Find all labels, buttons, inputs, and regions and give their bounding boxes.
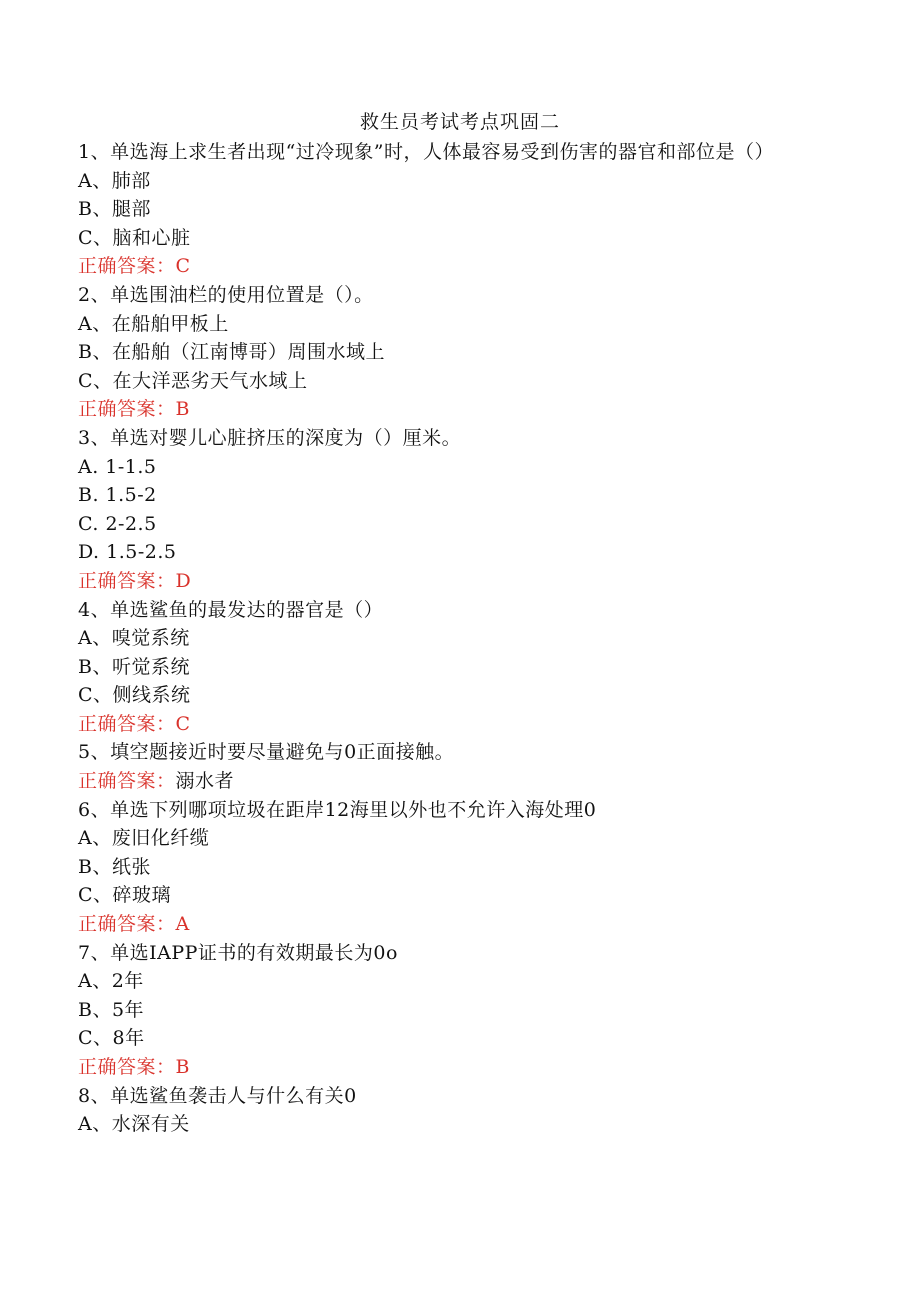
answer-label: 正确答案： (78, 913, 176, 936)
question-text: 7、单选IAPP证书的有效期最长为0o (78, 941, 398, 964)
option-a: A、2年 (78, 970, 144, 993)
answer-label: 正确答案： (78, 770, 176, 793)
answer-label: 正确答案： (78, 255, 176, 278)
answer-value: A (175, 913, 190, 936)
correct-answer (78, 395, 838, 424)
answer-label: 正确答案： (78, 1056, 176, 1078)
answer-value: B (175, 398, 190, 421)
option-b: B、纸张 (78, 855, 151, 878)
question-item (78, 281, 838, 424)
option-a: A、嗅觉系统 (78, 627, 190, 650)
question-text: 4、单选鲨鱼的最发达的器官是（） (78, 598, 384, 621)
answer-value: 溺水者 (175, 770, 235, 793)
question-item (78, 424, 838, 596)
option-c: C、8年 (78, 1027, 145, 1050)
option-c: C、碎玻璃 (78, 884, 172, 907)
option-c: C、侧线系统 (78, 684, 191, 707)
option-b: B、听觉系统 (78, 655, 190, 678)
option-c: C、脑和心脏 (78, 226, 191, 249)
correct-answer (78, 910, 838, 939)
question-text: 8、单选鲨鱼袭击人与什么有关0 (78, 1084, 357, 1107)
answer-label: 正确答案： (78, 569, 176, 592)
answer-label: 正确答案： (78, 398, 176, 421)
document-title: 救生员考试考点巩固二 (359, 111, 560, 133)
question-item (78, 1082, 838, 1139)
option-a: A、废旧化纤缆 (78, 827, 210, 850)
option-b: B. 1.5-2 (78, 484, 157, 507)
question-item (78, 738, 838, 795)
question-item (78, 138, 838, 281)
question-text: 3、单选对婴儿心脏挤压的深度为（）厘米。 (78, 426, 462, 449)
option-a: A、在船舶甲板上 (78, 312, 229, 335)
option-a: A、肺部 (78, 169, 151, 192)
option-c: C. 2-2.5 (78, 512, 157, 535)
option-b: B、腿部 (78, 198, 151, 221)
answer-value: B (175, 1056, 190, 1078)
question-text: 1、单选海上求生者出现“过冷现象”时，人体最容易受到伤害的器官和部位是（） (78, 141, 775, 163)
option-a: A、水深有关 (78, 1113, 190, 1136)
question-item (78, 596, 838, 739)
question-text: 5、填空题接近时要尽量避免与0正面接触。 (78, 741, 455, 764)
option-c: C、在大洋恶劣天气水域上 (78, 369, 308, 392)
answer-label: 正确答案： (78, 712, 176, 735)
question-item (78, 939, 838, 1082)
answer-value: C (175, 255, 191, 278)
answer-value: C (175, 712, 191, 735)
correct-answer (78, 710, 838, 739)
option-a: A. 1-1.5 (78, 455, 157, 478)
question-list (78, 138, 838, 1139)
correct-answer (78, 567, 838, 596)
option-d: D. 1.5-2.5 (78, 541, 177, 564)
option-b: B、5年 (78, 998, 145, 1021)
question-item (78, 796, 838, 939)
question-text: 6、单选下列哪项垃圾在距岸12海里以外也不允许入海处理0 (78, 798, 597, 821)
correct-answer (78, 252, 838, 281)
correct-answer (78, 767, 838, 796)
question-text: 2、单选围油栏的使用位置是（）。 (78, 283, 374, 306)
answer-value: D (175, 569, 192, 592)
correct-answer (78, 1053, 838, 1082)
option-b: B、在船舶（江南博哥）周围水域上 (78, 341, 385, 364)
